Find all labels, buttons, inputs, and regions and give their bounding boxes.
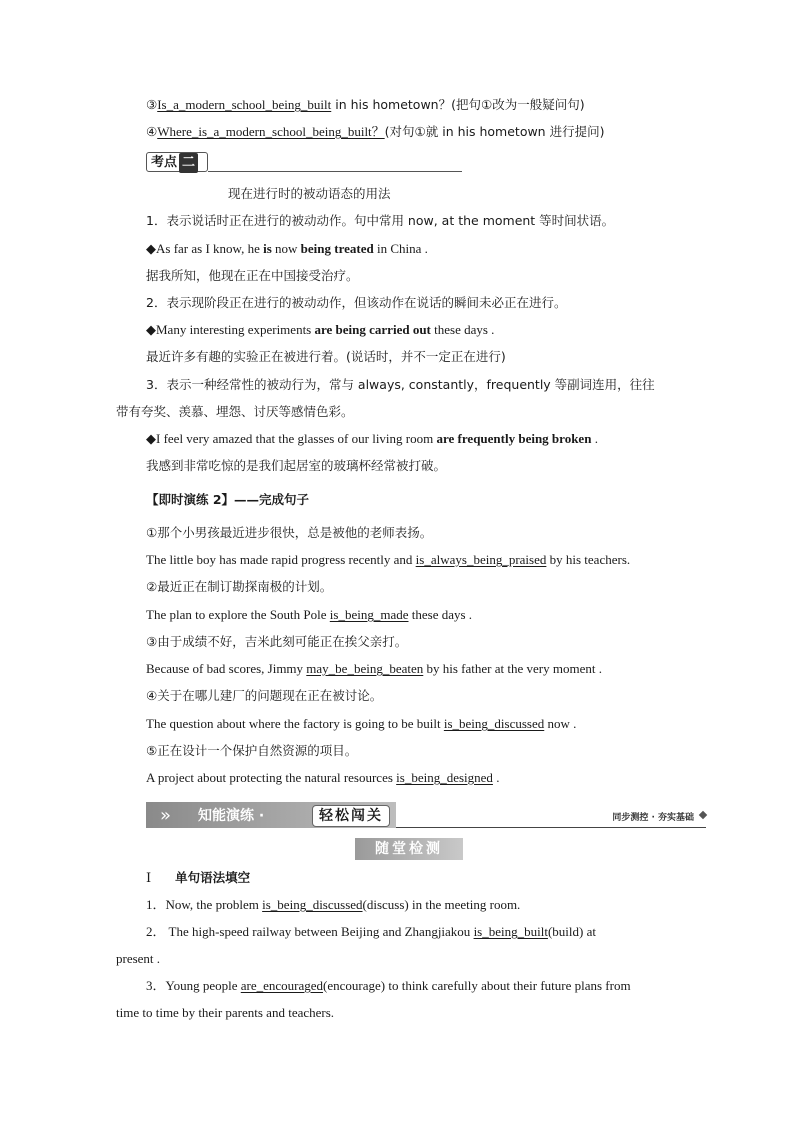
answer-4: Where_is_a_modern_school_being_built？ [157, 124, 385, 139]
translation-2: 最近许多有趣的实验正在被进行着。(说话时，并不一定正在进行) [146, 349, 506, 364]
suitang-heading: 随堂检测 [355, 838, 463, 860]
practice-q4-cn: ④关于在哪儿建厂的问题现在正在被讨论。 [146, 688, 383, 703]
section-title: 现在进行时的被动语态的用法 [228, 186, 391, 201]
banner-rule [396, 827, 706, 828]
banner-pill: 轻松闯关 [312, 805, 390, 827]
practice-q1-en: The little boy has made rapid progress recently and is_always_being_praised by his teachers. [146, 552, 631, 567]
exercise-heading: Ⅰ 单句语法填空 [146, 870, 251, 885]
answer-3: Is_a_modern_school_being_built [157, 97, 332, 112]
section-banner: » 知能演练 · 轻松闯关 同步测控 · 夯实基础 [146, 802, 706, 828]
practice-q2-cn: ②最近正在制订勘探南极的计划。 [146, 579, 333, 594]
practice-q1-cn: ①那个小男孩最近进步很快，总是被他的老师表扬。 [146, 525, 433, 540]
double-chevron-icon: » [160, 805, 172, 826]
example-3: ◆I feel very amazed that the glasses of our living room are frequently being broken . [146, 431, 598, 446]
translation-3: 我感到非常吃惊的是我们起居室的玻璃杯经常被打破。 [146, 458, 447, 473]
banner-right-text: 同步测控 · 夯实基础 [612, 813, 694, 823]
practice-q2-en: The plan to explore the South Pole is_being_made these days . [146, 607, 473, 622]
practice-answer-3: may_be_being_beaten [306, 661, 424, 676]
kaodian-box: 考点 二 [146, 152, 208, 172]
rule-2: 2．表示现阶段正在进行的被动动作，但该动作在说话的瞬间未必正在进行。 [146, 295, 567, 310]
practice-q5-en: A project about protecting the natural resources is_being_designed . [146, 770, 500, 785]
exercise-1: 1．Now, the problem is_being_discussed(discuss) in the meeting room. [146, 897, 521, 912]
exercise-3: 3．Young people are_encouraged(encourage) to think carefully about their future plans from [146, 978, 631, 993]
diamond-icon [699, 811, 707, 819]
practice-heading: 【即时演练 2】——完成句子 [146, 492, 310, 507]
practice-answer-1: is_always_being_praised [415, 552, 547, 567]
practice-answer-2: is_being_made [329, 607, 409, 622]
exercise-answer-1: is_being_discussed [262, 897, 363, 912]
practice-answer-4: is_being_discussed [443, 716, 545, 731]
exercise-3-cont: time to time by their parents and teachers. [116, 1005, 335, 1020]
translation-1: 据我所知，他现在正在中国接受治疗。 [146, 268, 359, 283]
exercise-answer-2: is_being_built [473, 924, 548, 939]
practice-q5-cn: ⑤正在设计一个保护自然资源的项目。 [146, 743, 358, 758]
exercise-2-cont: present . [116, 951, 161, 966]
exercise-2: 2． The high-speed railway between Beijing and Zhangjiakou is_being_built(build) at [146, 924, 596, 939]
practice-q3-en: Because of bad scores, Jimmy may_be_being_beaten by his father at the very moment . [146, 661, 602, 676]
rule-3b: 带有夸奖、羡慕、埋怨、讨厌等感情色彩。 [116, 404, 354, 419]
example-1: ◆As far as I know, he is now being treated in China . [146, 241, 428, 256]
question-3-line: ③Is_a_modern_school_being_built in his hometown？(把句①改为一般疑问句) [146, 97, 585, 112]
example-2: ◆Many interesting experiments are being carried out these days . [146, 322, 495, 337]
question-4-line: ④Where_is_a_modern_school_being_built？(对句①就 in his hometown 进行提问) [146, 124, 605, 139]
rule-1: 1．表示说话时正在进行的被动动作。句中常用 now, at the moment 等时间状语。 [146, 213, 615, 228]
kaodian-badge [146, 152, 462, 172]
practice-q3-cn: ③由于成绩不好，吉米此刻可能正在挨父亲打。 [146, 634, 408, 649]
practice-q4-en: The question about where the factory is going to be built is_being_discussed now . [146, 716, 577, 731]
kaodian-rule [208, 171, 462, 172]
rule-3a: 3．表示一种经常性的被动行为，常与 always, constantly，frequently 等副词连用，往往 [146, 377, 655, 392]
exercise-answer-3: are_encouraged [240, 978, 324, 993]
practice-answer-5: is_being_designed [396, 770, 493, 785]
